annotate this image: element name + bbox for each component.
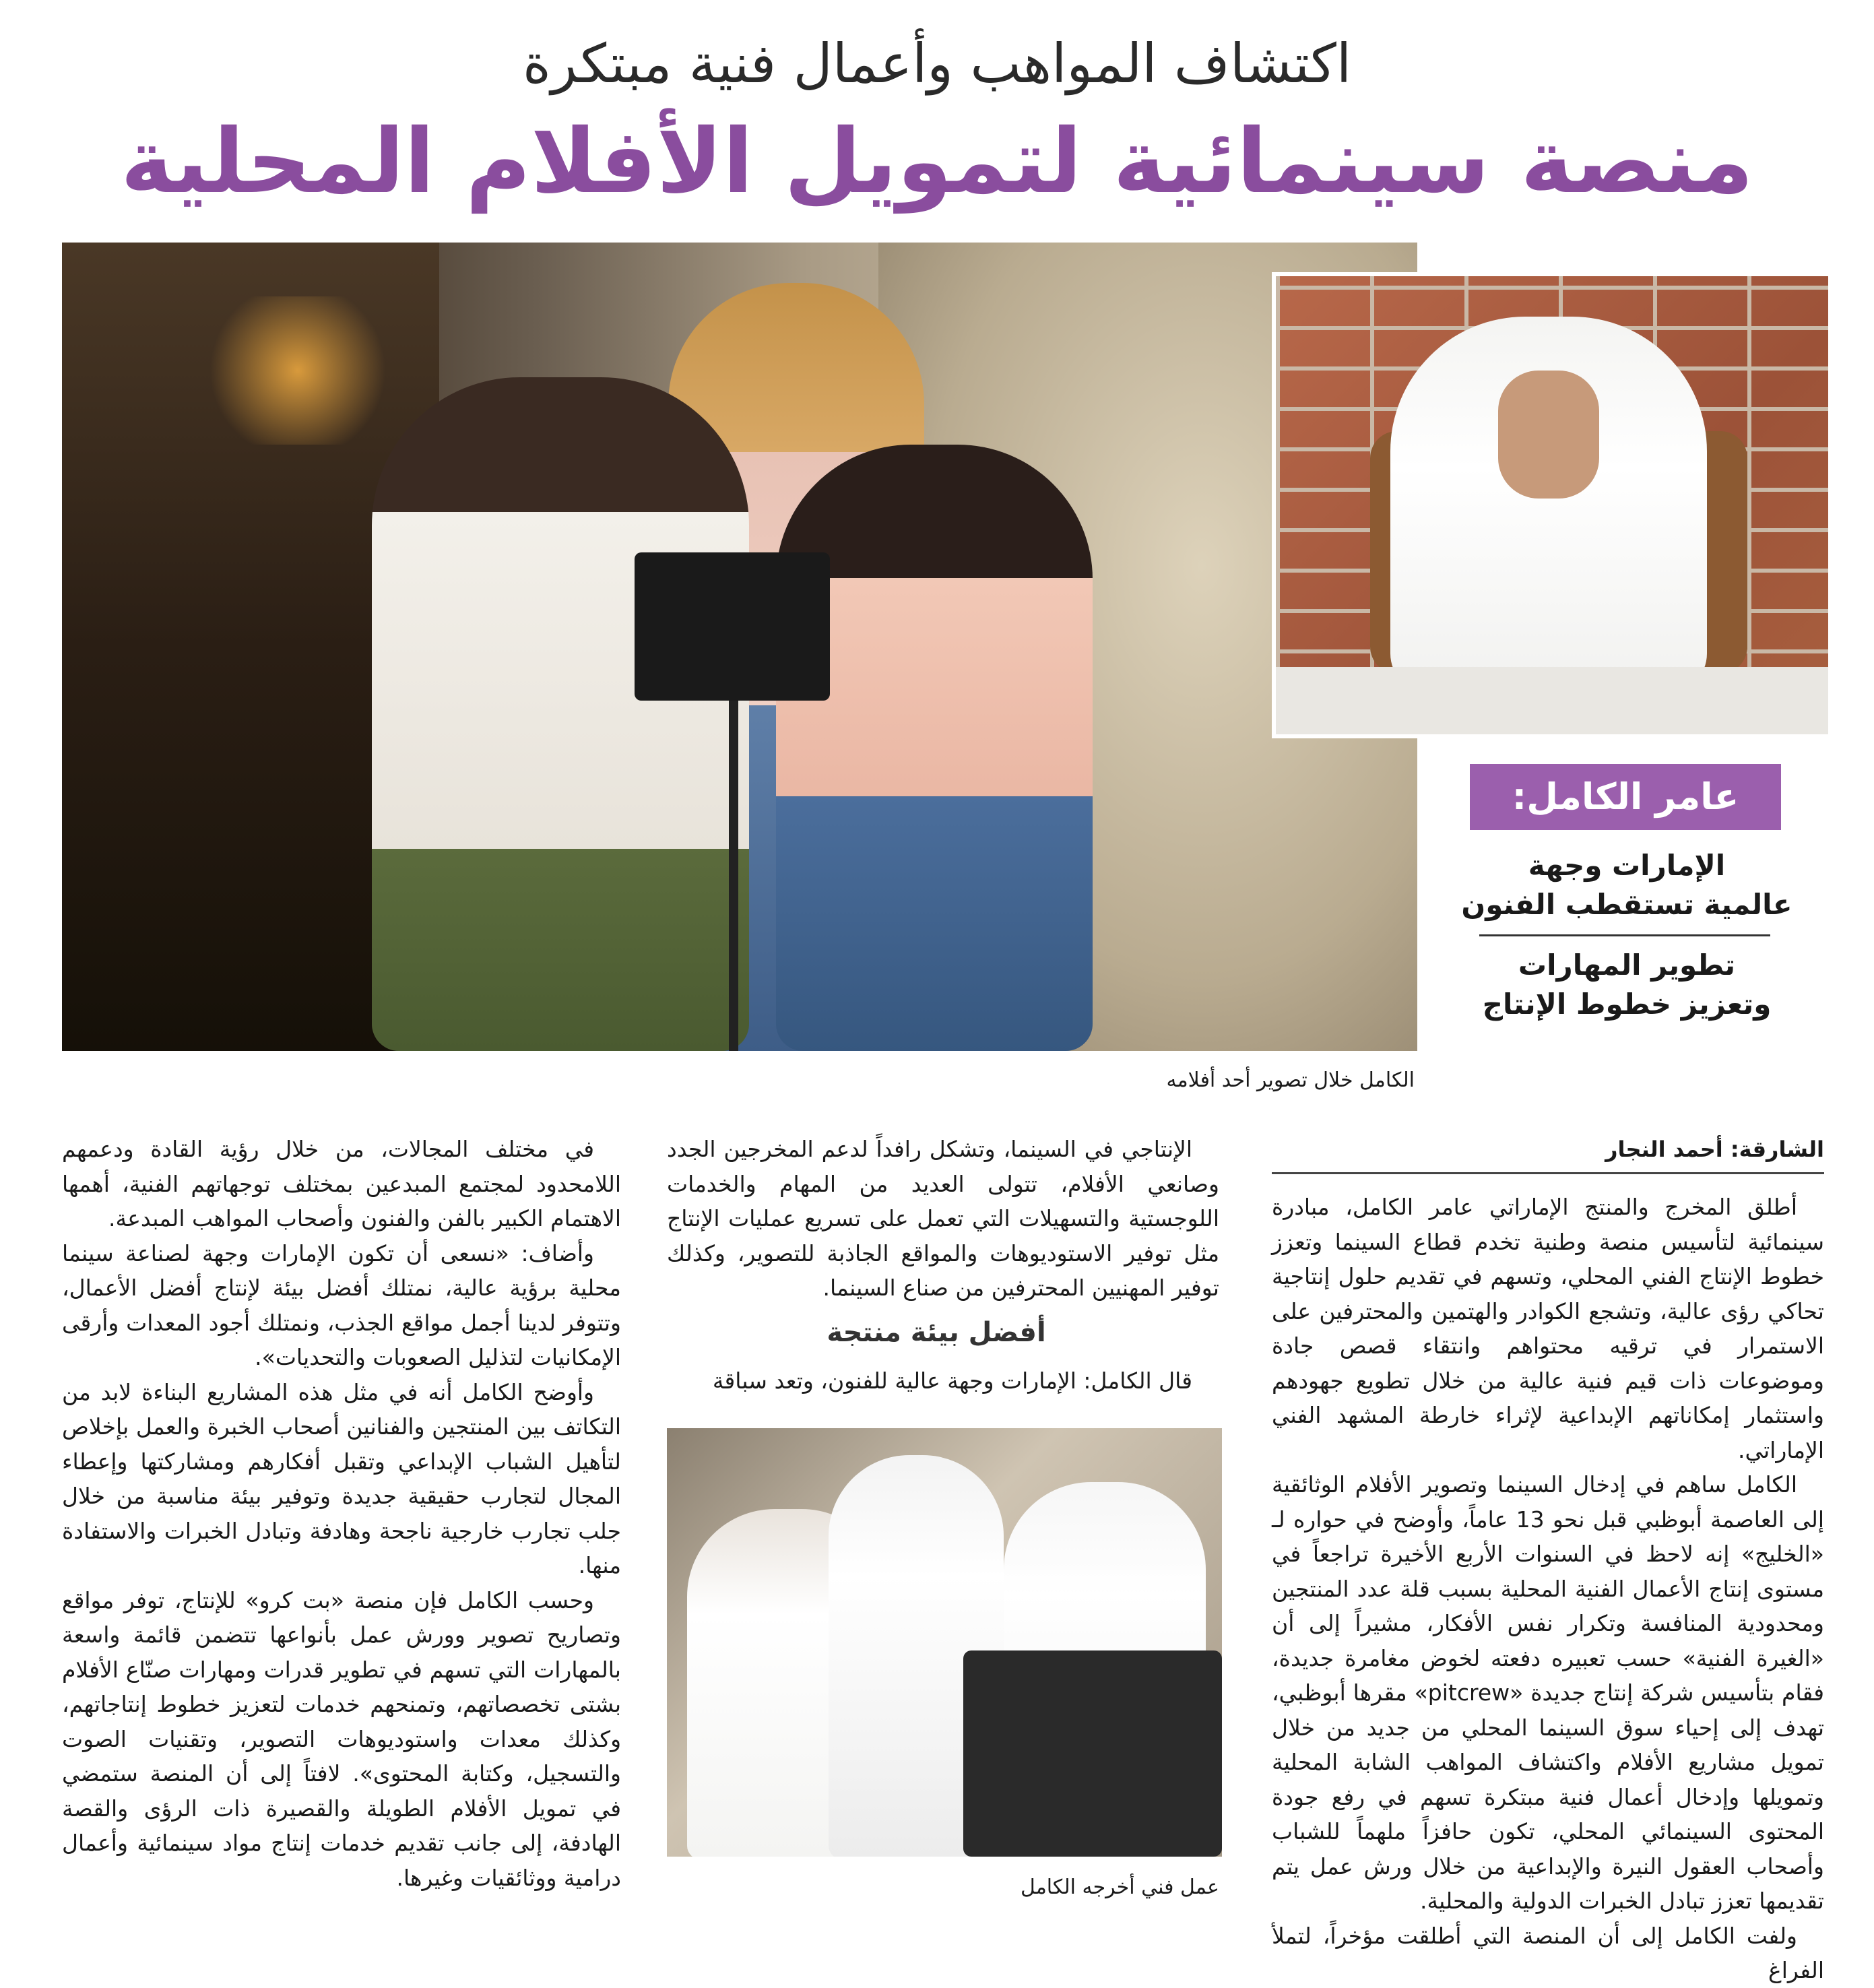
photo-person-woman <box>776 445 1093 1051</box>
byline: الشارقة: أحمد النجار <box>1605 1136 1824 1162</box>
column-middle-bottom <box>667 1364 1219 1399</box>
column-left-paragraph: وحسب الكامل فإن منصة «بت كرو» للإنتاج، توفر مواقع وتصاريح تصوير وورش عمل بأنواعها تتضمن قائمة واسعة بالمهارات التي تسهم في تطوير قدرات ومهارات صنّاع الأفلام بشتى تخصصاتهم، وتمنحهم خدمات لتعزيز خطوط إنتاجاتهم، وكذلك معدات واستوديوهات التصوير، وتقنيات الصوت والتسجيل، وكتابة المحتوى». لافتاً إلى أن المنصة ستمضي في تمويل الأفلام الطويلة والقصيرة ذات الرؤى والقصة الهادفة، إلى جانب تقديم خدمات إنتاج مواد سينمائية وأعمال درامية ووثائقيات وغيرها. <box>62 1586 621 1891</box>
kicker-headline: اكتشاف المواهب وأعمال فنية مبتكرة <box>522 32 1352 95</box>
pull-quote-2-line1: تطوير المهارات <box>1518 949 1736 982</box>
column-left-paragraph: وأضاف: «نسعى أن تكون الإمارات وجهة لصناعة سينما محلية برؤية عالية، نمتلك أفضل بيئة لإنتاج أفضل الأعمال، وتتوفر لدينا أجمل مواقع الجذب، ونمتلك أجود المعدات وأرقى الإمكانيات لتذليل الصعوبات والتحديات». <box>62 1240 621 1370</box>
main-photo-caption: الكامل خلال تصوير أحد أفلامه <box>1166 1068 1415 1092</box>
column-middle-paragraph: الإنتاجي في السينما، وتشكل رافداً لدعم المخرجين الجدد وصانعي الأفلام، تتولى العديد من المهام والخدمات اللوجستية والتسهيلات التي تعمل على تسريع عمليات الإنتاج مثل توفير الاستوديوهات والمواقع الجاذبة للتصوير، وكذلك توفير المهنيين المحترفين من صناع السينما. <box>667 1136 1219 1301</box>
main-photo <box>62 243 1417 1051</box>
pull-quote-1 <box>1448 846 1805 924</box>
byline-rule <box>1272 1172 1824 1174</box>
pull-quote-divider <box>1479 934 1770 936</box>
subheading: أفضل بيئة منتجة <box>827 1317 1046 1348</box>
pull-quote-1-line1: الإمارات وجهة <box>1528 849 1726 882</box>
pull-quote-2 <box>1448 946 1805 1024</box>
column-right-paragraph: الكامل ساهم في إدخال السينما وتصوير الأفلام الوثائقية إلى العاصمة أبوظبي قبل نحو 13 عاماً، وأوضح في حواره لـ «الخليج» إنه لاحظ في السنوات الأربع الأخيرة تراجعاً في مستوى إنتاج الأعمال الفنية المحلية بسبب قلة عدد المنتجين ومحدودية المنافسة وتكرار نفس الأفكار، مشيراً إلى أن «الغيرة الفنية» حسب تعبيره دفعته لخوض مغامرة جديدة، فقام بتأسيس شركة إنتاج جديدة «pitcrew» مقرها أبوظبي، تهدف إلى إحياء سوق السينما المحلي من جديد من خلال تمويل مشاريع الأفلام واكتشاف المواهب الشابة المحلية وتمويلها وإدخال أعمال فنية مبتكرة تسهم في رفع جودة المحتوى السينمائي المحلي، تكون حافزاً ملهماً للشباب وأصحاب العقول النيرة والإبداعية من خلال ورش عمل يتم تقديمها تعزز تبادل الخبرات الدولية والمحلية. <box>1272 1471 1825 1914</box>
second-photo <box>667 1428 1222 1857</box>
portrait-desk <box>1276 667 1828 734</box>
second-photo-caption: عمل فني أخرجه الكامل <box>1020 1875 1219 1899</box>
column-right-paragraph: ولفت الكامل إلى أن المنصة التي أطلقت مؤخراً، لتملأ الفراغ <box>1272 1922 1824 1983</box>
portrait-photo <box>1272 272 1832 738</box>
column-left-paragraph: في مختلف المجالات، من خلال رؤية القادة ودعمهم اللامحدود لمجتمع المبدعين بمختلف توجهاتهم الفنية، أهمها الاهتمام الكبير بالفن والفنون وأصحاب المواهب المبدعة. <box>62 1136 621 1231</box>
portrait-face <box>1498 371 1599 499</box>
column-right-paragraph: أطلق المخرج والمنتج الإماراتي عامر الكامل، مبادرة سينمائية لتأسيس منصة وطنية تخدم قطاع السينما وتعزز خطوط الإنتاج الفني المحلي، وتسهم في تقديم حلول إنتاجية تحاكي رؤى عالية، وتشجع الكوادر والهتمين والمحترفين على الاستمرار في ترقيه محتواهم وانتقاء قصص جادة وموضوعات ذات قيم فنية عالية من خلال تطويع جهودهم واستثمار إمكاناتهم الإبداعية لإثراء خارطة المشهد الفني الإماراتي. <box>1272 1194 1824 1463</box>
column-middle-paragraph: قال الكامل: الإمارات وجهة عالية للفنون، وتعد سباقة <box>712 1368 1192 1394</box>
photo-person-glasses <box>372 377 749 1051</box>
quote-name-box: عامر الكامل: <box>1470 764 1781 830</box>
column-left-paragraph: وأوضح الكامل أنه في مثل هذه المشاريع البناءة لابد من التكاتف بين المنتجين والفنانين أصحاب الخبرة والعمل بإخلاص لتأهيل الشباب الإبداعي وتقبل أفكارهم ومشاركتها وإعطاء المجال لتجارب حقيقية جديدة وتوفير بيئة مناسبة من خلال جلب تجارب خارجية ناجحة وهادفة وتبادل الخبرات والاستفادة منها. <box>62 1378 621 1578</box>
column-left <box>62 1132 621 1895</box>
photo-monitor-stand <box>729 701 738 1051</box>
pull-quote-2-line2: وتعزيز خطوط الإنتاج <box>1482 988 1772 1021</box>
column-middle-top <box>667 1132 1219 1306</box>
second-photo-monitor <box>963 1650 1222 1857</box>
pull-quote-1-line2: عالمية تستقطب الفنون <box>1461 888 1792 921</box>
column-right <box>1272 1190 1824 1988</box>
photo-alley-light <box>197 296 399 445</box>
photo-monitor <box>635 552 830 701</box>
main-headline: منصة سينمائية لتمويل الأفلام المحلية <box>121 110 1753 214</box>
